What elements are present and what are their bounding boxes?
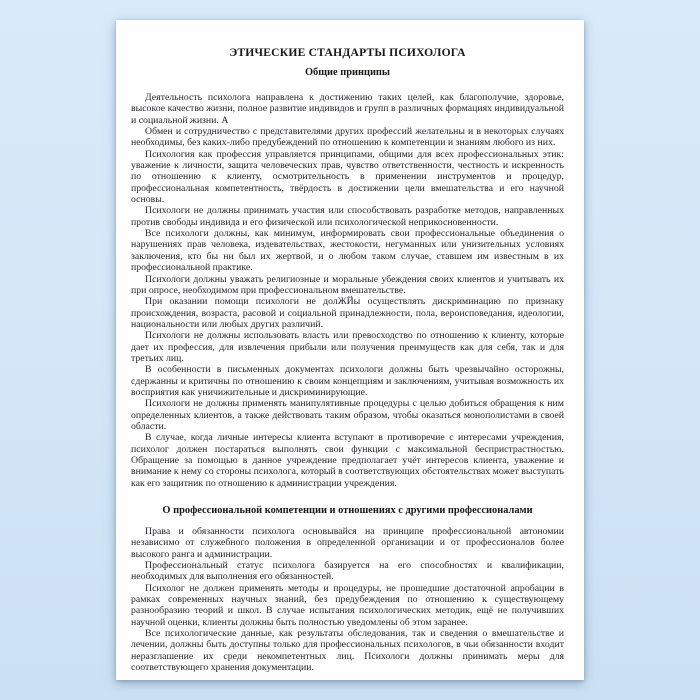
section-heading-professional-competence: О профессиональной компетенции и отношениях с другими профессионалами xyxy=(162,505,533,517)
paragraph: Психология как профессия управляется принципами, общими для всех профессиональных этик: уважение к личности, защита человеческих прав, чувство ответственности, честность и искренность по отношению к клиенту, осмотрительность в применении инструментов и процедур, профессиональная компетентность, твёрдость в достижении цели вмешательства и его научной основы. xyxy=(131,148,564,206)
paragraph: Обмен и сотрудничество с представителями других профессий желательны и в некоторых случаях необходимы, без каких-либо предубеждений по отношению к компетенции и знаниям любого из них. xyxy=(131,126,564,149)
paragraph: Все психологи должны, как минимум, информировать свои профессиональные объединения о нарушениях прав человека, издевательствах, жестокости, негуманных или унизительных условиях заключения, кто бы ни был их жертвой, и о любом таком случае, ставшем им известным в их профессиональной практике. xyxy=(131,228,564,274)
paragraph: Профессиональный статус психолога базируется на его способностях и квалификации, необходимых для выполнения его обязанностей. xyxy=(131,560,564,583)
section-heading-general-principles: Общие принципы xyxy=(304,67,391,78)
paragraph: Психологи не должны применять манипулятивные процедуры с целью добиться обращения к ним определенных клиентов, а также действовать таким образом, чтобы оказаться монополистами в своей области. xyxy=(131,398,564,432)
paragraph: Деятельность психолога направлена к достижению таких целей, как благополучие, здоровье, высокое качество жизни, полное развитие индивидов и групп в различных формациях индивидуальной и социальной жизни. А xyxy=(131,92,564,126)
paragraph: Права и обязанности психолога основывайся на принципе профессиональной автономии независимо от служебного положения в определенной организации и от профессионалов более высокого ранга и администрации. xyxy=(131,526,564,560)
document-page xyxy=(116,20,584,680)
paragraph: Психологи не должны использовать власть или превосходство по отношению к клиенту, которые дает их профессия, для извлечения прибыли или получения преимуществ как для себя, так и для третьих лиц. xyxy=(131,330,564,364)
document-content xyxy=(131,46,564,674)
paragraph: Психологи не должны принимать участия или способствовать разработке методов, направленных против свободы индивида и его физической или психологической неприкосновенности. xyxy=(131,205,564,228)
paragraph: При оказании помощи психологи не долЖЙы осуществлять дискриминацию по признаку происхождения, возраста, расовой и социальной принадлежности, пола, вероисповедания, идеологии, национальности или любых других различий. xyxy=(131,296,564,330)
paragraph: Психологи должны уважать религиозные и моральные убеждения своих клиентов и учитывать их при опросе, необходимом при профессиональном вмешательстве. xyxy=(131,273,564,296)
paragraph: В случае, когда личные интересы клиента вступают в противоречие с интересами учреждения, психолог должен постараться выполнять свои функции с максимальной беспристрастностью. Обращение за помощью в данное учреждение предполагает учёт интересов клиента, уважение и внимание к нему со стороны психолога, который в соответствующих обстоятельствах может выступать как его защитник по отношению к администрации учреждения. xyxy=(131,432,564,489)
paragraph: В особенности в письменных документах психологи должны быть чрезвычайно осторожны, сдержанны и критичны по отношению к своим концепциям и заключениям, учитывая возможность их восприятия как уничижительные и дискриминирующие. xyxy=(131,364,564,398)
paragraph: Все психологические данные, как результаты обследования, так и сведения о вмешательстве и лечении, должны быть доступны только для профессиональных психологов, в чьи обязанности входит неразглашение их среди некомпетентных лиц. Психологи должны принимать меры для соответствующего хранения документации. xyxy=(131,628,564,674)
paragraph: Психолог не должен применять методы и процедуры, не прошедшие достаточной апробации в рамках современных научных знаний, без предубеждения по отношению к существующему разнообразию теорий и школ. В случае испытания психологических методик, ещё не получивших научной оценки, клиенты должны быть полностью уведомлены об этом заранее. xyxy=(131,582,564,628)
document-title: ЭТИЧЕСКИЕ СТАНДАРТЫ ПСИХОЛОГА xyxy=(229,46,466,59)
